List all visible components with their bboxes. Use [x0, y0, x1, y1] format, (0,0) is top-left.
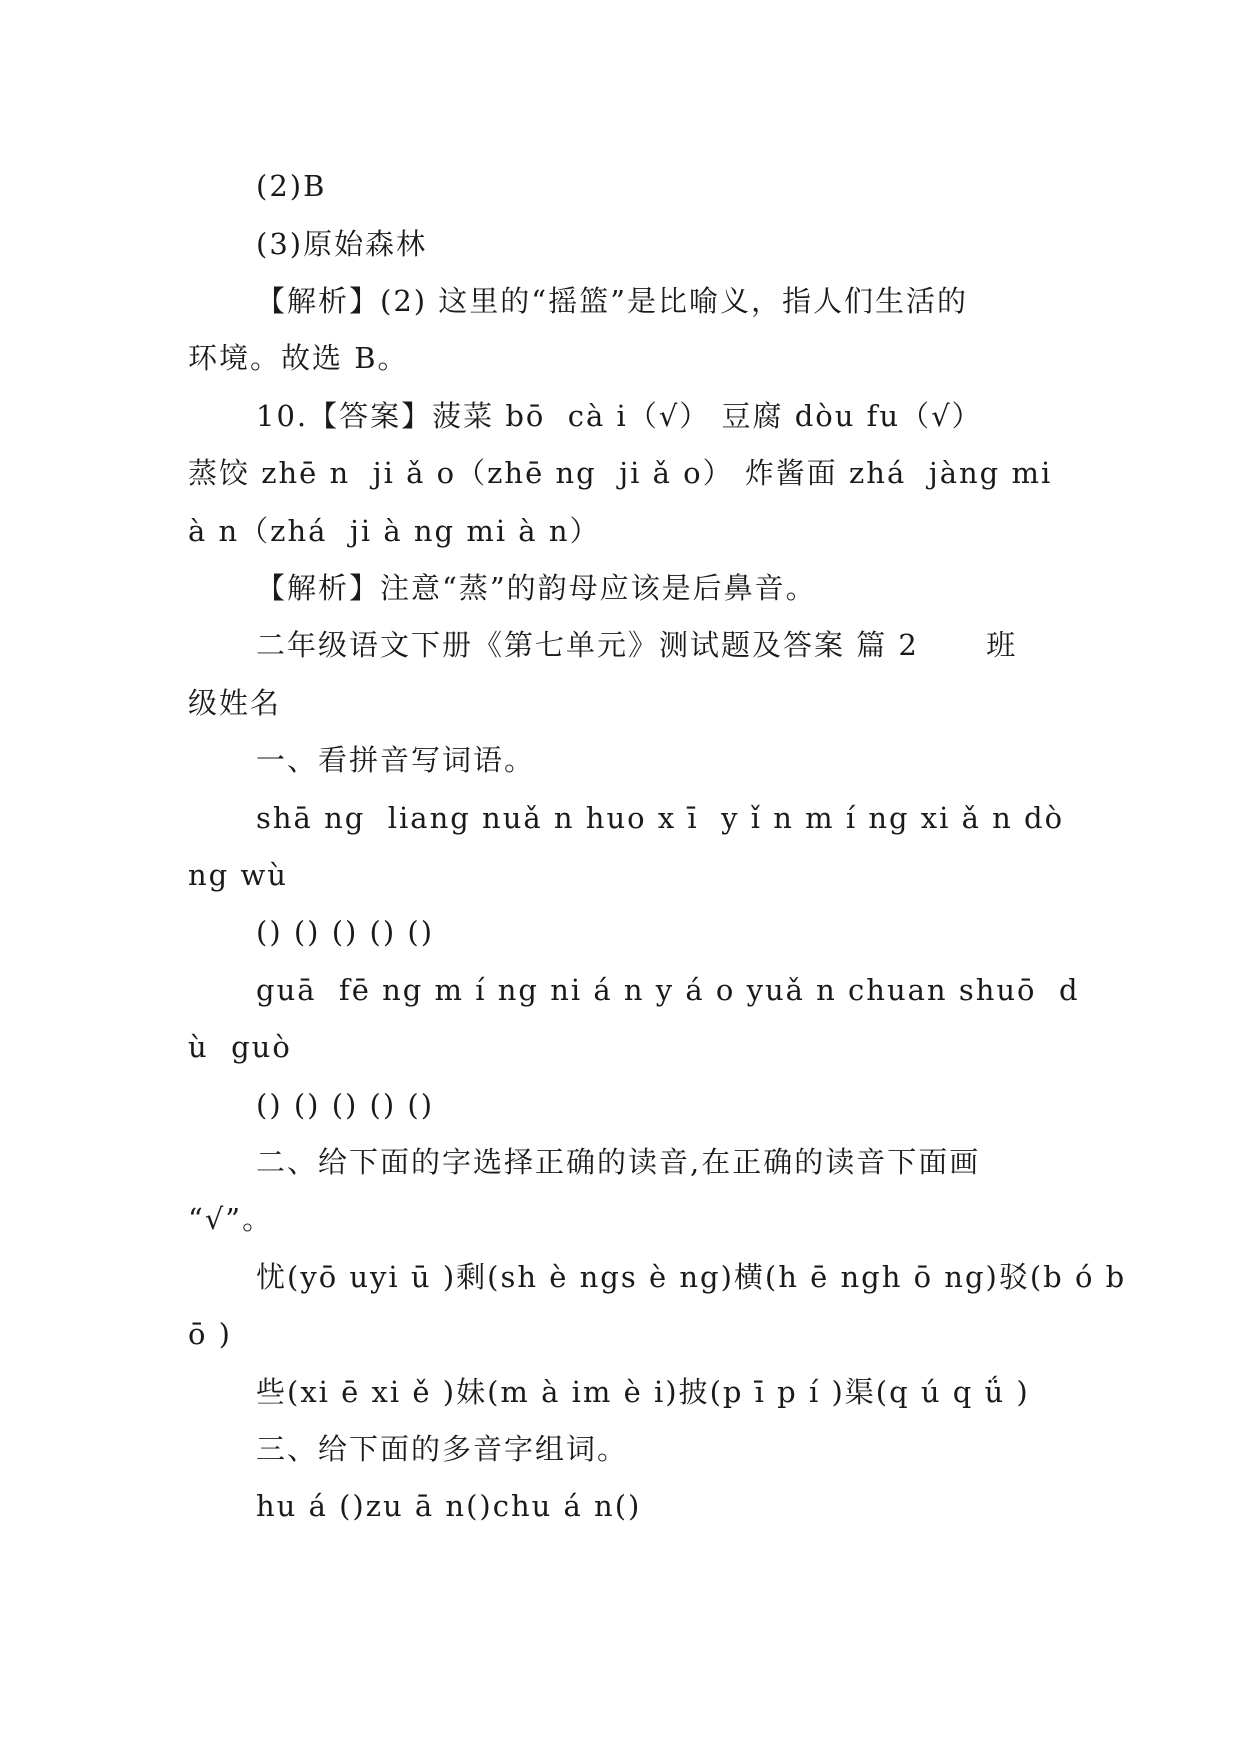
text-line-6: 蒸饺 zhē n ji ǎ o（zhē ng ji ǎ o） 炸酱面 zhá jàng mi [188, 456, 1053, 490]
text-line-12: shā ng liang nuǎ n huo x ī y ǐ n m í ng xi ǎ n dò [256, 801, 1065, 835]
text-line-7: à n（zhá ji à ng mi à n） [188, 514, 601, 548]
text-line-2: (3)原始森林 [256, 227, 428, 261]
text-line-21: ō ) [188, 1317, 232, 1351]
text-line-15: guā fē ng m í ng ni á n y á o yuǎ n chuan shuō d [256, 973, 1080, 1007]
text-line-22: 些(xi ē xi ě )妹(m à im è i)披(p ī p í )渠(q ú q ǘ ) [256, 1375, 1030, 1409]
text-line-3: 【解析】(2) 这里的“摇篮”是比喻义，指人们生活的 [256, 284, 968, 318]
text-line-23: 三、给下面的多音字组词。 [256, 1432, 629, 1466]
text-line-24: hu á ()zu ā n()chu á n() [256, 1489, 642, 1523]
text-line-4: 环境。故选 B。 [188, 341, 409, 375]
text-line-8: 【解析】注意“蒸”的韵母应该是后鼻音。 [256, 571, 817, 605]
text-line-20: 忧(yō uyi ū )剩(sh è ngs è ng)横(h ē ngh ō ng)驳(b ó b [256, 1260, 1127, 1294]
text-line-18: 二、给下面的字选择正确的读音,在正确的读音下面画 [256, 1145, 981, 1179]
text-line-5: 10.【答案】菠菜 bō cà i（√） 豆腐 dòu fu（√） [256, 399, 983, 433]
text-line-19: “√”。 [188, 1202, 274, 1236]
text-line-9: 二年级语文下册《第七单元》测试题及答案 篇 2 班 [256, 628, 1018, 662]
text-line-17: () () () () () [256, 1088, 435, 1122]
text-line-13: ng wù [188, 858, 288, 892]
text-line-1: (2)B [256, 169, 327, 203]
text-line-14: () () () () () [256, 915, 435, 949]
text-line-11: 一、看拼音写词语。 [256, 743, 536, 777]
text-line-16: ù guò [188, 1030, 292, 1064]
text-line-10: 级姓名 [188, 686, 282, 720]
